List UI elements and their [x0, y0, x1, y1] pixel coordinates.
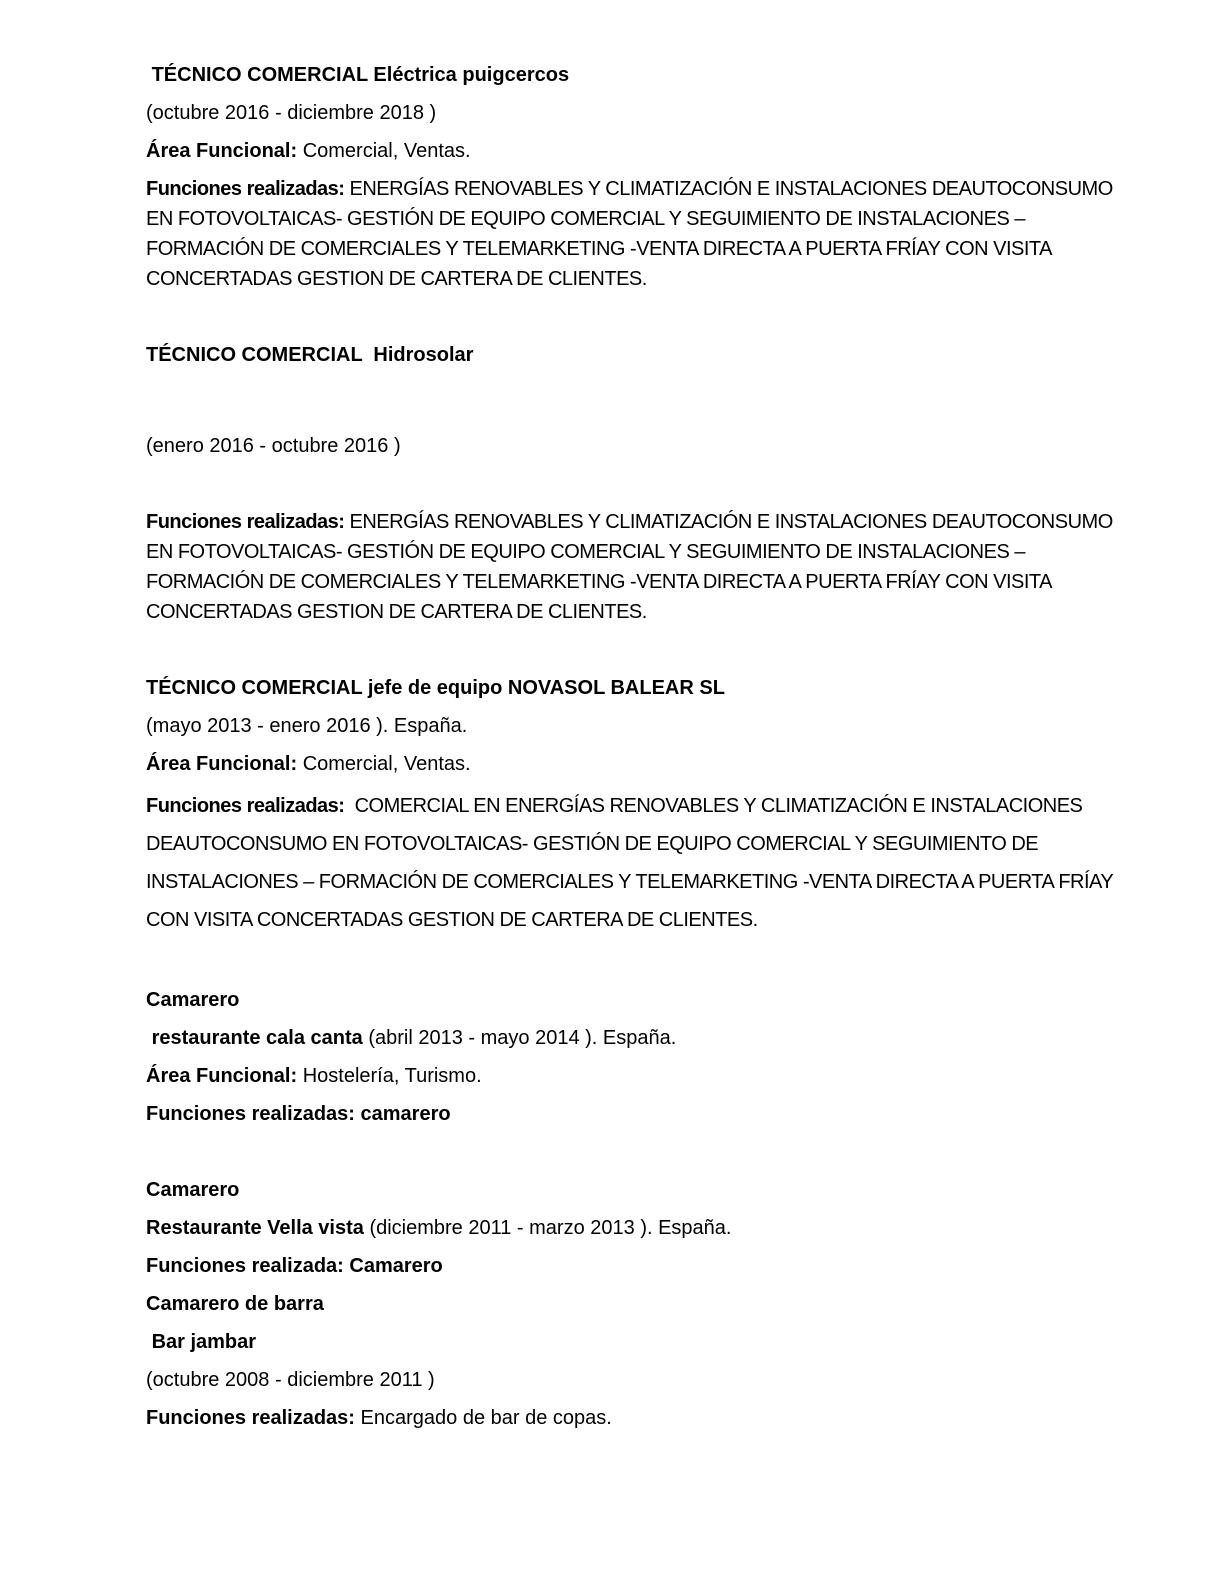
job3-functional-area [146, 749, 1136, 779]
job3-dates [146, 711, 1136, 741]
job6-dates [146, 1365, 1136, 1395]
job6-title-text: Camarero de barra [146, 1293, 324, 1315]
job5-functions-text: Funciones realizada: Camarero [146, 1255, 443, 1277]
job2-dates-text: (enero 2016 - octubre 2016 ) [146, 435, 401, 457]
job6-title [146, 1289, 1136, 1319]
spacer [146, 378, 1136, 423]
job1-title-text: TÉCNICO COMERCIAL Eléctrica puigcercos [146, 64, 570, 86]
job3-functions-label: Funciones realizadas: [146, 795, 345, 817]
job5-title [146, 1175, 1136, 1205]
job3-dates-text: (mayo 2013 - enero 2016 ). España. [146, 715, 468, 737]
job6-employer [146, 1327, 1136, 1357]
spacer [146, 635, 1136, 665]
job4-area-value: Hostelería, Turismo. [297, 1065, 482, 1087]
job1-functional-area [146, 136, 1136, 166]
job1-dates [146, 98, 1136, 128]
job2-functions [146, 507, 1136, 627]
spacer [146, 1137, 1136, 1167]
job4-employer [146, 1023, 1136, 1053]
job5-title-text: Camarero [146, 1179, 240, 1201]
job4-title-text: Camarero [146, 989, 240, 1011]
job1-functions-value: ENERGÍAS RENOVABLES Y CLIMATIZACIÓN E INSTALACIONES DEAUTOCONSUMO EN FOTOVOLTAICAS- GESTIÓN DE EQUIPO COMERCIAL Y SEGUIMIENTO DE INSTALACIONES – FORMACIÓN DE COMERCIALES Y TELEMARKETING -VENTA DIRECTA A PUERTA FRÍAY CON VISITA CONCERTADAS GESTION DE CARTERA DE CLIENTES. [146, 178, 1118, 290]
spacer [146, 947, 1136, 977]
job4-employer-dates: (abril 2013 - mayo 2014 ). España. [362, 1027, 677, 1049]
job1-area-label: Área Funcional: [146, 140, 298, 162]
job1-dates-text: (octubre 2016 - diciembre 2018 ) [146, 102, 437, 124]
job3-area-label: Área Funcional: [146, 753, 298, 775]
job2-title [146, 340, 1136, 370]
job3-functions-value: COMERCIAL EN ENERGÍAS RENOVABLES Y CLIMATIZACIÓN E INSTALACIONES DEAUTOCONSUMO EN FOTOVOLTAICAS- GESTIÓN DE EQUIPO COMERCIAL Y SEGUIMIENTO DE INSTALACIONES – FORMACIÓN DE COMERCIALES Y TELEMARKETING -VENTA DIRECTA A PUERTA FRÍAY CON VISITA CONCERTADAS GESTION DE CARTERA DE CLIENTES. [146, 795, 1118, 931]
job6-functions [146, 1403, 1136, 1433]
spacer [146, 302, 1136, 332]
job4-functions [146, 1099, 1136, 1129]
job5-employer-dates: (diciembre 2011 - marzo 2013 ). España. [363, 1217, 732, 1239]
job2-functions-value: ENERGÍAS RENOVABLES Y CLIMATIZACIÓN E INSTALACIONES DEAUTOCONSUMO EN FOTOVOLTAICAS- GESTIÓN DE EQUIPO COMERCIAL Y SEGUIMIENTO DE INSTALACIONES – FORMACIÓN DE COMERCIALES Y TELEMARKETING -VENTA DIRECTA A PUERTA FRÍAY CON VISITA CONCERTADAS GESTION DE CARTERA DE CLIENTES. [146, 511, 1118, 623]
job4-functions-text: Funciones realizadas: camarero [146, 1103, 451, 1125]
spacer [146, 469, 1136, 499]
job3-area-value: Comercial, Ventas. [297, 753, 471, 775]
job1-functions-label: Funciones realizadas: [146, 178, 345, 200]
job6-employer-name: Bar jambar [146, 1331, 257, 1353]
job4-area-label: Área Funcional: [146, 1065, 298, 1087]
job1-functions [146, 174, 1136, 294]
job1-title [146, 60, 1136, 90]
job4-employer-name: restaurante cala canta [146, 1027, 363, 1049]
job5-employer-name: Restaurante Vella vista [146, 1217, 364, 1239]
job3-title [146, 673, 1136, 703]
job6-functions-value: Encargado de bar de copas. [354, 1407, 612, 1429]
job3-title-text: TÉCNICO COMERCIAL jefe de equipo NOVASOL BALEAR SL [146, 677, 725, 699]
job2-functions-label: Funciones realizadas: [146, 511, 345, 533]
job2-title-text: TÉCNICO COMERCIAL Hidrosolar [146, 344, 474, 366]
job3-functions [146, 787, 1136, 939]
job5-functions [146, 1251, 1136, 1281]
job4-title [146, 985, 1136, 1015]
job5-employer [146, 1213, 1136, 1243]
job2-dates [146, 431, 1136, 461]
job4-functional-area [146, 1061, 1136, 1091]
job6-dates-text: (octubre 2008 - diciembre 2011 ) [146, 1369, 435, 1391]
job6-functions-label: Funciones realizadas: [146, 1407, 355, 1429]
job1-area-value: Comercial, Ventas. [297, 140, 471, 162]
